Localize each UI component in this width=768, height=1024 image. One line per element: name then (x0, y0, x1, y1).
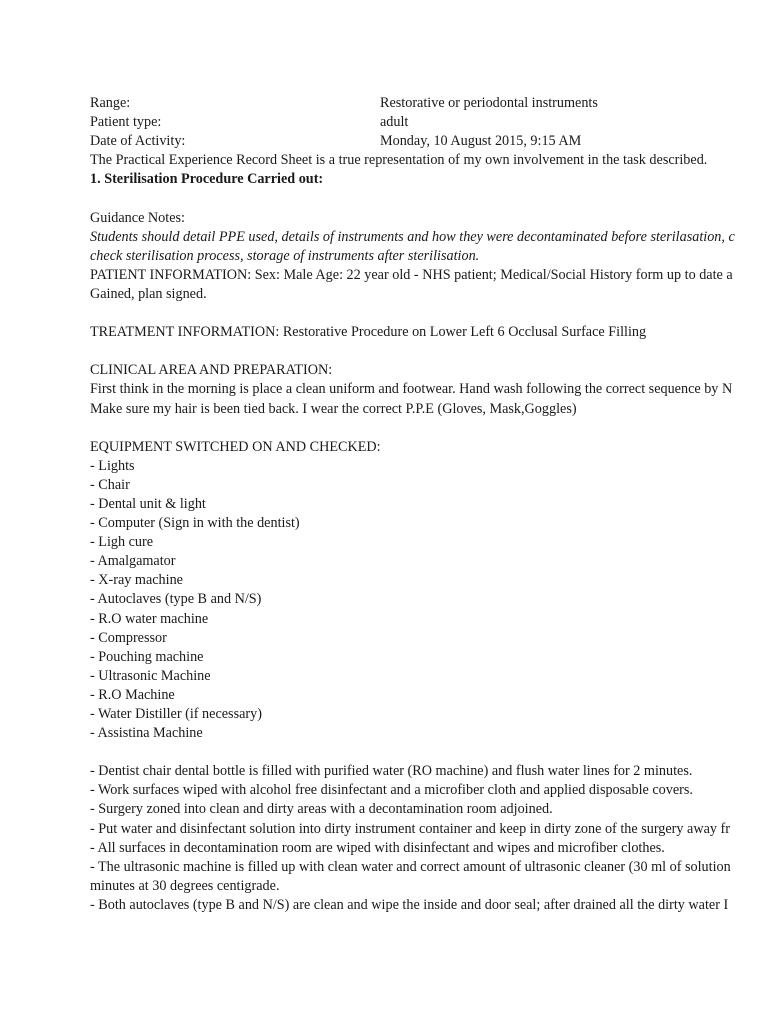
clinical-line-1: First think in the morning is place a clean uniform and footwear. Hand wash following the correct sequence by N (90, 381, 733, 398)
equipment-item: - Compressor (90, 629, 167, 646)
clinical-heading: CLINICAL AREA AND PREPARATION: (90, 362, 333, 379)
guidance-heading: Guidance Notes: (90, 209, 185, 226)
procedure-line: - All surfaces in decontamination room are wiped with disinfectant and wipes and microfiber clothes. (90, 839, 665, 856)
procedure-line: - Work surfaces wiped with alcohol free disinfectant and a microfiber cloth and applied disposable covers. (90, 782, 693, 799)
equipment-item: - X-ray machine (90, 572, 183, 589)
procedure-line: - Dentist chair dental bottle is filled with purified water (RO machine) and flush water lines for 2 minutes. (90, 763, 693, 780)
spacer (90, 304, 768, 323)
spacer (90, 189, 768, 208)
equipment-item: - Ligh cure (90, 534, 154, 551)
spacer (90, 743, 768, 762)
guidance-line-2: check sterilisation process, storage of instruments after sterilisation. (90, 247, 480, 264)
procedure-line: - Put water and disinfectant solution into dirty instrument container and keep in dirty zone of the surgery away fr (90, 820, 730, 837)
procedure-line: minutes at 30 degrees centigrade. (90, 877, 280, 894)
equipment-item: - Chair (90, 476, 130, 493)
procedure-line: - The ultrasonic machine is filled up with clean water and correct amount of ultrasonic cleaner (30 ml of solution (90, 858, 731, 875)
date-label: Date of Activity: (90, 133, 186, 150)
procedure-line: - Surgery zoned into clean and dirty areas with a decontamination room adjoined. (90, 801, 553, 818)
equipment-item: - Pouching machine (90, 648, 204, 665)
date-row (90, 132, 768, 151)
equipment-item: - Amalgamator (90, 553, 176, 570)
patient-type-value: adult (380, 114, 409, 131)
date-value: Monday, 10 August 2015, 9:15 AM (380, 133, 582, 150)
equipment-item: - Autoclaves (type B and N/S) (90, 591, 262, 608)
patient-type-row (90, 113, 768, 132)
procedure-line: - Both autoclaves (type B and N/S) are clean and wipe the inside and door seal; after drained all the dirty water I (90, 896, 729, 913)
section-heading: 1. Sterilisation Procedure Carried out: (90, 171, 324, 188)
equipment-item: - Computer (Sign in with the dentist) (90, 515, 300, 532)
equipment-heading: EQUIPMENT SWITCHED ON AND CHECKED: (90, 438, 381, 455)
treatment-info: TREATMENT INFORMATION: Restorative Procedure on Lower Left 6 Occlusal Surface Filling (90, 324, 647, 341)
equipment-item: - Lights (90, 457, 135, 474)
patient-type-label: Patient type: (90, 114, 162, 131)
guidance-line-1: Students should detail PPE used, details of instruments and how they were decontaminated before sterilasation, c (90, 228, 735, 245)
equipment-item: - Assistina Machine (90, 725, 203, 742)
equipment-item: - Ultrasonic Machine (90, 667, 211, 684)
document-content (90, 94, 768, 915)
range-value: Restorative or periodontal instruments (380, 95, 598, 111)
equipment-item: - R.O water machine (90, 610, 209, 627)
range-label: Range: (90, 95, 131, 111)
equipment-item: - R.O Machine (90, 686, 175, 703)
spacer (90, 419, 768, 438)
equipment-item: - Water Distiller (if necessary) (90, 706, 262, 722)
spacer (90, 342, 768, 361)
range-row (90, 94, 768, 113)
clinical-line-2: Make sure my hair is been tied back. I wear the correct P.P.E (Gloves, Mask,Goggles) (90, 400, 577, 417)
record-statement: The Practical Experience Record Sheet is a true representation of my own involvement in the task described. (90, 152, 708, 169)
patient-info-line-2: Gained, plan signed. (90, 285, 207, 302)
patient-info-line-1: PATIENT INFORMATION: Sex: Male Age: 22 year old - NHS patient; Medical/Social History form up to date a (90, 266, 733, 283)
equipment-item: - Dental unit & light (90, 495, 206, 512)
